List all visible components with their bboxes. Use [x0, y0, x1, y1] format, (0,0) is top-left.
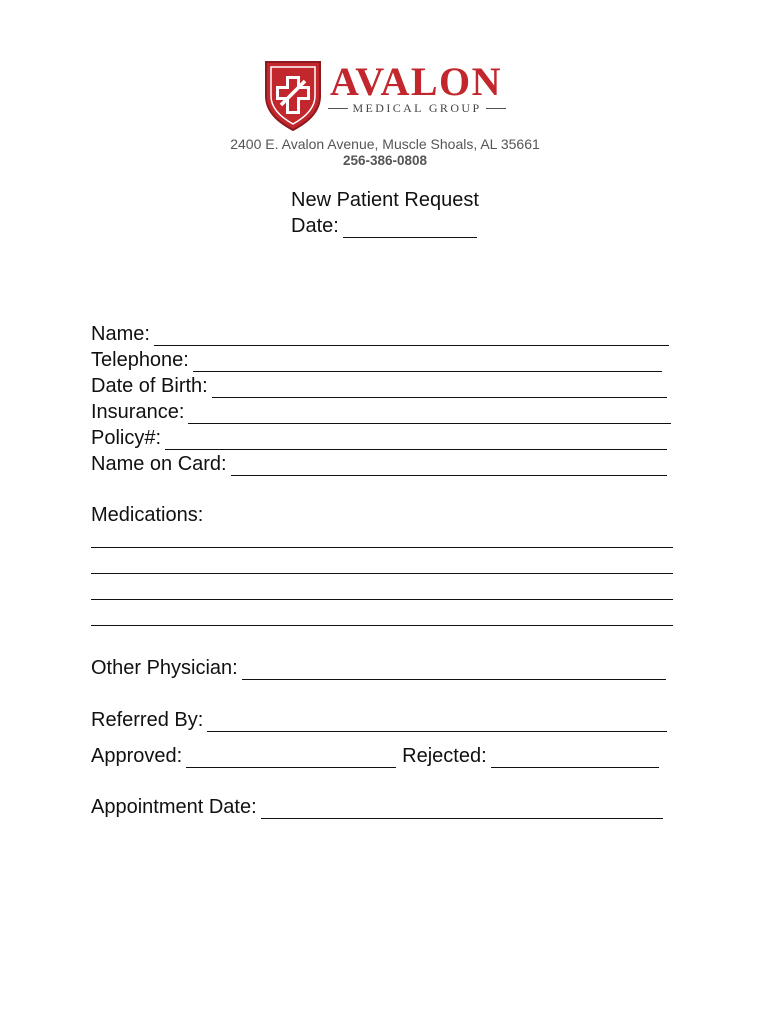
- rejected-field[interactable]: [491, 748, 659, 768]
- brand-subtitle-text: MEDICAL GROUP: [352, 101, 482, 115]
- name-on-card-row: [91, 452, 667, 476]
- address: 2400 E. Avalon Avenue, Muscle Shoals, AL 35661: [230, 136, 540, 152]
- other-physician-label: Other Physician:: [91, 657, 238, 679]
- phone-number: 256-386-0808: [342, 153, 428, 168]
- date-field[interactable]: [343, 218, 477, 238]
- referred-by-field[interactable]: [207, 712, 667, 732]
- brand-subtitle: [328, 101, 506, 116]
- medications-label: Medications:: [91, 504, 204, 526]
- telephone-label: Telephone:: [91, 349, 189, 371]
- avalon-logo: [262, 56, 512, 132]
- approval-row: [91, 744, 659, 768]
- insurance-label: Insurance:: [91, 401, 185, 423]
- referred-by-row: [91, 708, 667, 732]
- insurance-field[interactable]: [188, 404, 671, 424]
- telephone-row: [91, 348, 662, 372]
- medications-line-4[interactable]: [91, 624, 673, 626]
- other-physician-row: [91, 656, 666, 680]
- name-row: [91, 322, 669, 346]
- medications-line-3[interactable]: [91, 598, 673, 600]
- policy-label: Policy#:: [91, 427, 162, 449]
- form-title: New Patient Request: [291, 189, 479, 211]
- brand-name: AVALON: [330, 59, 503, 104]
- appointment-date-label: Appointment Date:: [91, 796, 257, 818]
- date-label: Date:: [291, 215, 339, 237]
- medications-row: [91, 503, 203, 527]
- medications-line-1[interactable]: [91, 546, 673, 548]
- policy-row: [91, 426, 667, 450]
- policy-field[interactable]: [165, 430, 667, 450]
- medications-line-2[interactable]: [91, 572, 673, 574]
- appointment-date-field[interactable]: [261, 799, 663, 819]
- date-row: [291, 215, 477, 238]
- dob-row: [91, 374, 667, 398]
- approved-label: Approved:: [91, 745, 183, 767]
- approved-field[interactable]: [186, 748, 396, 768]
- appointment-date-row: [91, 795, 663, 819]
- rejected-label: Rejected:: [402, 745, 487, 767]
- dob-field[interactable]: [212, 378, 667, 398]
- name-field[interactable]: [154, 326, 669, 346]
- other-physician-field[interactable]: [242, 660, 666, 680]
- telephone-field[interactable]: [193, 352, 662, 372]
- dob-label: Date of Birth:: [91, 375, 208, 397]
- referred-by-label: Referred By:: [91, 709, 204, 731]
- name-label: Name:: [91, 323, 150, 345]
- shield-cross-icon: [262, 56, 324, 132]
- insurance-row: [91, 400, 671, 424]
- name-on-card-field[interactable]: [231, 456, 667, 476]
- name-on-card-label: Name on Card:: [91, 453, 227, 475]
